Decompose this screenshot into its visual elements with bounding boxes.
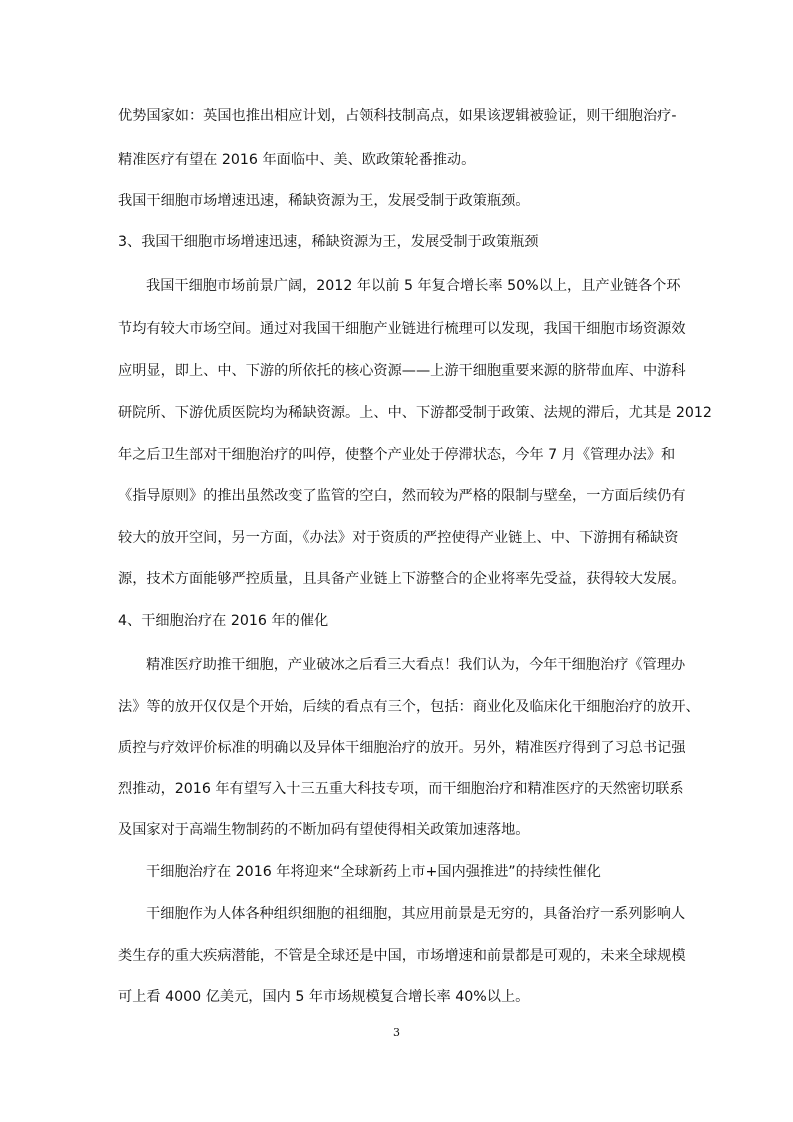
body-line: 我国干细胞市场增速迅速，稀缺资源为王，发展受制于政策瓶颈。 [118,193,530,209]
body-line: 干细胞作为人体各种组织细胞的祖细胞，其应用前景是无穷的，具备治疗一系列影响人 [146,906,686,922]
page-number: 3 [393,1026,400,1039]
body-line: 烈推动，2016 年有望写入十三五重大科技专项，而干细胞治疗和精准医疗的天然密切联系 [118,781,684,797]
subheading-line: 干细胞治疗在 2016 年将迎来“全球新药上市+国内强推进”的持续性催化 [146,864,601,880]
body-line: 研院所、下游优质医院均为稀缺资源。上、中、下游都受制于政策、法规的滞后，尤其是 2012 [118,405,712,421]
body-line: 优势国家如：英国也推出相应计划，占领科技制高点，如果该逻辑被验证，则干细胞治疗- [118,108,677,124]
body-line: 年之后卫生部对干细胞治疗的叫停，使整个产业处于停滞状态，今年 7 月《管理办法》和 [118,447,676,463]
body-line: 节均有较大市场空间。通过对我国干细胞产业链进行梳理可以发现，我国干细胞市场资源效 [118,321,686,337]
section-heading: 3、我国干细胞市场增速迅速，稀缺资源为王，发展受制于政策瓶颈 [118,234,539,250]
body-line: 较大的放开空间，另一方面，《办法》对于资质的严控使得产业链上、中、下游拥有稀缺资 [118,530,679,546]
section-heading: 4、干细胞治疗在 2016 年的催化 [118,613,329,629]
body-line: 精准医疗有望在 2016 年面临中、美、欧政策轮番推动。 [118,152,476,168]
body-line: 及国家对于高端生物制药的不断加码有望使得相关政策加速落地。 [118,822,530,838]
body-line: 应明显，即上、中、下游的所依托的核心资源——上游干细胞重要来源的脐带血库、中游科 [118,363,686,379]
body-line: 法》等的放开仅仅是个开始，后续的看点有三个，包括：商业化及临床化干细胞治疗的放开、 [118,699,700,715]
body-line: 《指导原则》的推出虽然改变了监管的空白，然而较为严格的限制与壁垒，一方面后续仍有 [118,488,686,504]
body-line: 精准医疗助推干细胞，产业破冰之后看三大看点！我们认为，今年干细胞治疗《管理办 [146,657,686,673]
body-line: 可上看 4000 亿美元，国内 5 年市场规模复合增长率 40%以上。 [118,989,530,1005]
body-line: 类生存的重大疾病潜能，不管是全球还是中国，市场增速和前景都是可观的，未来全球规模 [118,948,686,964]
body-line: 我国干细胞市场前景广阔，2012 年以前 5 年复合增长率 50%以上，且产业链各个环 [146,278,681,294]
body-line: 源，技术方面能够严控质量，且具备产业链上下游整合的企业将率先受益，获得较大发展。 [118,571,686,587]
body-line: 质控与疗效评价标准的明确以及异体干细胞治疗的放开。另外，精准医疗得到了习总书记强 [118,740,686,756]
